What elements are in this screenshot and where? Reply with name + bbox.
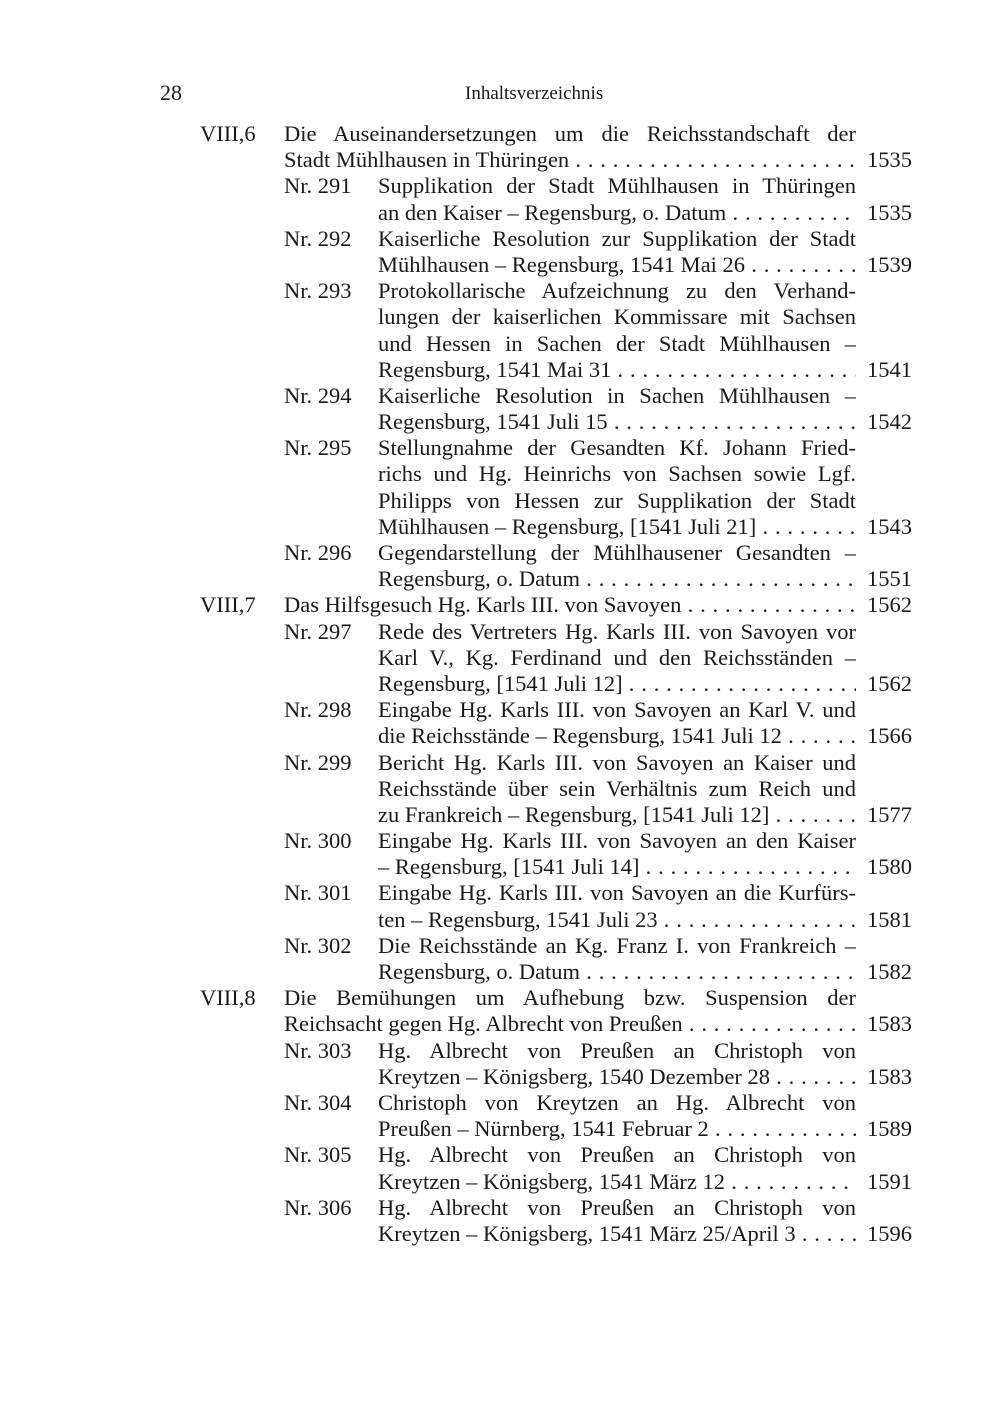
document-line xyxy=(0,200,1004,226)
document-title: Rede des Vertreters Hg. Karls III. von Savoyen vor xyxy=(378,618,856,644)
document-title: Protokollarische Aufzeichnung zu den Verhand- xyxy=(378,278,856,304)
document-title: Hg. Albrecht von Preußen an Christoph von xyxy=(378,1142,856,1168)
document-line xyxy=(0,540,1004,566)
document-title: Bericht Hg. Karls III. von Savoyen an Kaiser und xyxy=(378,749,856,775)
document-line xyxy=(0,671,1004,697)
page-reference: 1543 xyxy=(867,513,912,539)
document-title: Kreytzen – Königsberg, 1541 März 25/April 3 . . . xyxy=(378,1221,856,1247)
page-reference: 1596 xyxy=(867,1220,912,1246)
page-reference: 1583 xyxy=(867,1063,912,1089)
document-title: Regensburg, 1541 Mai 31 . . . xyxy=(378,357,856,383)
document-line xyxy=(0,514,1004,540)
page-reference: 1581 xyxy=(867,906,912,932)
document-line xyxy=(0,435,1004,461)
document-title: Regensburg, o. Datum . . . xyxy=(378,959,856,985)
document-title: Supplikation der Stadt Mühlhausen in Thüringen xyxy=(378,173,856,199)
document-line xyxy=(0,409,1004,435)
document-line xyxy=(0,907,1004,933)
document-line xyxy=(0,959,1004,985)
page-reference: 1542 xyxy=(867,409,912,435)
section-line xyxy=(0,985,1004,1011)
document-title: Mühlhausen – Regensburg, [1541 Juli 21] . . . xyxy=(378,514,856,540)
document-number: Nr. 299 xyxy=(284,749,352,775)
document-number: Nr. 292 xyxy=(284,225,352,251)
page-reference: 1580 xyxy=(867,854,912,880)
document-title: Eingabe Hg. Karls III. von Savoyen an Karl V. und xyxy=(378,697,856,723)
section-title: Die Bemühungen um Aufhebung bzw. Suspension der xyxy=(284,985,856,1011)
page-reference: 1562 xyxy=(867,592,912,618)
document-line xyxy=(0,750,1004,776)
document-number: Nr. 305 xyxy=(284,1142,352,1168)
document-line xyxy=(0,828,1004,854)
document-line xyxy=(0,383,1004,409)
document-number: Nr. 294 xyxy=(284,382,352,408)
document-number: Nr. 295 xyxy=(284,435,352,461)
section-line xyxy=(0,1011,1004,1037)
section-line xyxy=(0,121,1004,147)
document-number: Nr. 300 xyxy=(284,828,352,854)
document-number: Nr. 306 xyxy=(284,1194,352,1220)
page-reference: 1541 xyxy=(867,356,912,382)
document-title: Kaiserliche Resolution zur Supplikation der Stadt xyxy=(378,225,856,251)
document-title: Regensburg, [1541 Juli 12] . . . xyxy=(378,671,856,697)
section-number: VIII,6 xyxy=(200,121,256,146)
document-line xyxy=(0,1195,1004,1221)
document-line xyxy=(0,173,1004,199)
document-line xyxy=(0,252,1004,278)
page-reference: 1583 xyxy=(867,1011,912,1037)
document-line xyxy=(0,880,1004,906)
document-line xyxy=(0,723,1004,749)
document-title: Stellungnahme der Gesandten Kf. Johann Fried- xyxy=(378,435,856,461)
document-line xyxy=(0,1038,1004,1064)
document-line xyxy=(0,331,1004,357)
page-reference: 1562 xyxy=(867,670,912,696)
document-line xyxy=(0,566,1004,592)
section-title: Stadt Mühlhausen in Thüringen . . . xyxy=(284,147,856,173)
document-title: Reichsstände über sein Verhältnis zum Reich und xyxy=(378,775,856,801)
document-title: Christoph von Kreytzen an Hg. Albrecht von xyxy=(378,1089,856,1115)
document-title: Regensburg, o. Datum . . . xyxy=(378,566,856,592)
section-title: Reichsacht gegen Hg. Albrecht von Preußen . . . xyxy=(284,1011,856,1037)
document-title: Hg. Albrecht von Preußen an Christoph von xyxy=(378,1037,856,1063)
document-number: Nr. 304 xyxy=(284,1089,352,1115)
document-line xyxy=(0,697,1004,723)
document-line xyxy=(0,776,1004,802)
document-title: Preußen – Nürnberg, 1541 Februar 2 . . . xyxy=(378,1116,856,1142)
page-reference: 1566 xyxy=(867,723,912,749)
document-number: Nr. 296 xyxy=(284,540,352,565)
document-line xyxy=(0,933,1004,959)
page-reference: 1535 xyxy=(867,147,912,173)
page-reference: 1591 xyxy=(867,1168,912,1194)
page-reference: 1539 xyxy=(867,251,912,277)
document-title: lungen der kaiserlichen Kommissare mit Sachsen xyxy=(378,304,856,330)
document-number: Nr. 301 xyxy=(284,880,352,906)
document-title: Kreytzen – Königsberg, 1540 Dezember 28 . . . xyxy=(378,1064,856,1090)
document-title: richs und Hg. Heinrichs von Sachsen sowie Lgf. xyxy=(378,461,856,487)
page-reference: 1582 xyxy=(867,959,912,984)
document-title: Die Reichsstände an Kg. Franz I. von Frankreich – xyxy=(378,932,856,958)
document-title: ten – Regensburg, 1541 Juli 23 . . . xyxy=(378,907,856,933)
document-line xyxy=(0,619,1004,645)
document-number: Nr. 297 xyxy=(284,618,352,644)
document-line xyxy=(0,1142,1004,1168)
document-line xyxy=(0,278,1004,304)
document-title: zu Frankreich – Regensburg, [1541 Juli 12] . . . xyxy=(378,802,856,828)
section-number: VIII,7 xyxy=(200,592,256,618)
document-number: Nr. 298 xyxy=(284,697,352,723)
page-reference: 1535 xyxy=(867,199,912,225)
document-line xyxy=(0,645,1004,671)
document-title: Eingabe Hg. Karls III. von Savoyen an die Kurfürs- xyxy=(378,880,856,906)
document-number: Nr. 293 xyxy=(284,278,352,304)
page-reference: 1551 xyxy=(867,566,912,592)
document-title: Eingabe Hg. Karls III. von Savoyen an den Kaiser xyxy=(378,828,856,854)
document-line xyxy=(0,488,1004,514)
document-title: Mühlhausen – Regensburg, 1541 Mai 26 . . . xyxy=(378,252,856,278)
document-title: Karl V., Kg. Ferdinand und den Reichsständen – xyxy=(378,644,856,670)
document-title: Philipps von Hessen zur Supplikation der Stadt xyxy=(378,487,856,513)
document-line xyxy=(0,1221,1004,1247)
running-head: Inhaltsverzeichnis xyxy=(465,83,604,104)
table-of-contents xyxy=(0,121,1004,1247)
document-title: an den Kaiser – Regensburg, o. Datum . . . xyxy=(378,200,856,226)
document-number: Nr. 303 xyxy=(284,1037,352,1063)
page-number: 28 xyxy=(160,80,182,105)
document-title: Kaiserliche Resolution in Sachen Mühlhausen – xyxy=(378,382,856,408)
document-title: Kreytzen – Königsberg, 1541 März 12 . . . xyxy=(378,1169,856,1195)
document-line xyxy=(0,854,1004,880)
document-title: Regensburg, 1541 Juli 15 . . . xyxy=(378,409,856,435)
section-line xyxy=(0,147,1004,173)
document-line xyxy=(0,226,1004,252)
document-line xyxy=(0,1090,1004,1116)
page-reference: 1577 xyxy=(867,801,912,827)
document-line xyxy=(0,1169,1004,1195)
section-number: VIII,8 xyxy=(200,985,256,1011)
section-line xyxy=(0,592,1004,618)
document-line xyxy=(0,802,1004,828)
document-title: Hg. Albrecht von Preußen an Christoph von xyxy=(378,1194,856,1220)
document-line xyxy=(0,357,1004,383)
page-reference: 1589 xyxy=(867,1116,912,1142)
document-line xyxy=(0,461,1004,487)
section-title: Das Hilfsgesuch Hg. Karls III. von Savoyen . . . xyxy=(284,592,856,618)
document-title: Gegendarstellung der Mühlhausener Gesandten – xyxy=(378,540,856,565)
section-title: Die Auseinandersetzungen um die Reichsstandschaft der xyxy=(284,121,856,146)
document-line xyxy=(0,304,1004,330)
document-line xyxy=(0,1116,1004,1142)
document-title: die Reichsstände – Regensburg, 1541 Juli 12 . . . xyxy=(378,723,856,749)
document-title: – Regensburg, [1541 Juli 14] . . . xyxy=(378,854,856,880)
document-number: Nr. 302 xyxy=(284,932,352,958)
document-title: und Hessen in Sachen der Stadt Mühlhausen – xyxy=(378,330,856,356)
document-number: Nr. 291 xyxy=(284,173,352,199)
document-line xyxy=(0,1064,1004,1090)
